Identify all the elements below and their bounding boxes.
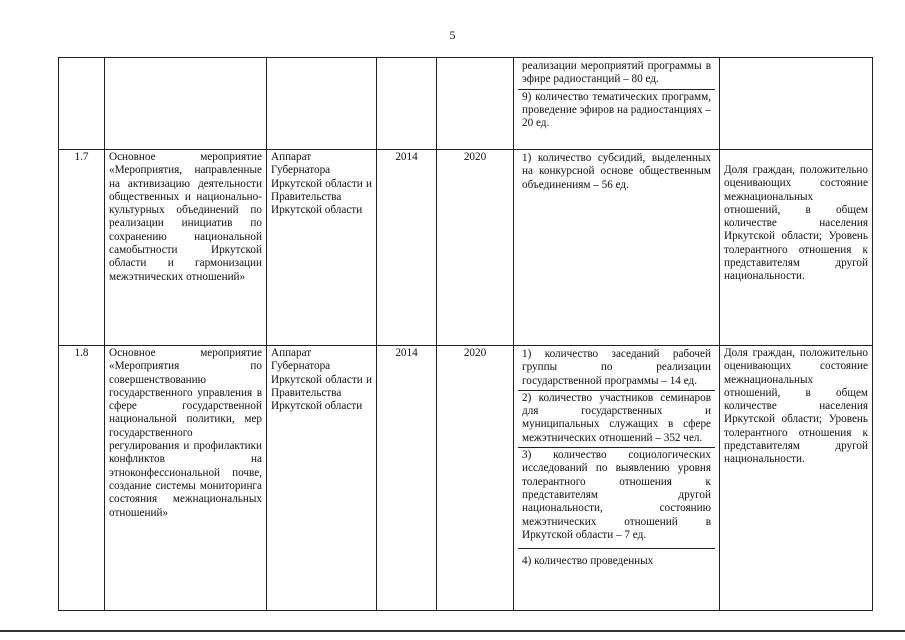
table-row-continuation [59, 58, 873, 150]
cell-indicators [514, 150, 720, 346]
indicator-item: 1) количество заседаний рабочей группы по реализации государственной программы – 14 ед. [518, 347, 715, 391]
cell-year-end: 2020 [437, 346, 514, 611]
indicator-item: 9) количество тематических программ, проведение эфиров на радиостанциях – 20 ед. [522, 90, 711, 130]
cell-targets: Доля граждан, положительно оценивающих состояние межнациональных отношений, в общем количестве населения Иркутской области; Уровень толерантного отношения к представителям другой национальности. [720, 150, 873, 346]
cell-year-start: 2014 [377, 150, 437, 346]
cell-indicators [514, 58, 720, 150]
cell-year-start: 2014 [377, 346, 437, 611]
table-row-1-8 [59, 346, 873, 611]
table-row-1-7 [59, 150, 873, 346]
cell-indicators [514, 346, 720, 611]
cell-num [59, 58, 105, 150]
cell-num: 1.8 [59, 346, 105, 611]
cell-year-end: 2020 [437, 150, 514, 346]
indicator-item: 2) количество участников семинаров для государственных и муниципальных служащих в сфере межэтнических отношений – 352 чел. [518, 391, 715, 448]
cell-event: Основное мероприятие «Мероприятия, направленные на активизацию деятельности общественных и национально-культурных объединений по реализации инициатив по сохранению национальной самобытности Иркутской области и гармонизации межэтнических отношений» [105, 150, 267, 346]
cell-executor: Аппарат Губернатора Иркутской области и Правительства Иркутской области [267, 150, 377, 346]
cell-event [105, 58, 267, 150]
cell-year-start [377, 58, 437, 150]
program-table [58, 57, 873, 611]
cell-executor: Аппарат Губернатора Иркутской области и Правительства Иркутской области [267, 346, 377, 611]
indicator-item: 1) количество субсидий, выделенных на конкурсной основе общественным объединениям – 56 ед. [522, 152, 711, 191]
cell-event: Основное мероприятие «Мероприятия по совершенствованию государственного управления в сфере государственной национальной политики, мер государственного регулирования и профилактики конфликтов на этноконфессиональной почве, создание системы мониторинга состояния межнациональных отношений» [105, 346, 267, 611]
scan-bottom-edge [0, 630, 905, 632]
cell-targets: Доля граждан, положительно оценивающих состояние межнациональных отношений, в общем количестве населения Иркутской области; Уровень толерантного отношения к представителям другой национальности. [720, 346, 873, 611]
cell-executor [267, 58, 377, 150]
indicator-item: 3) количество социологических исследований по выявлению уровня толерантного отношения к представителям другой национальности, состоянию межэтнических отношений в Иркутской области – 7 ед. [518, 448, 715, 549]
page-number: 5 [449, 28, 456, 42]
cell-targets [720, 58, 873, 150]
cell-year-end [437, 58, 514, 150]
cell-num: 1.7 [59, 150, 105, 346]
indicator-item: 4) количество проведенных [522, 555, 654, 568]
indicator-item: реализации мероприятий программы в эфире радиостанций – 80 ед. [518, 59, 715, 90]
